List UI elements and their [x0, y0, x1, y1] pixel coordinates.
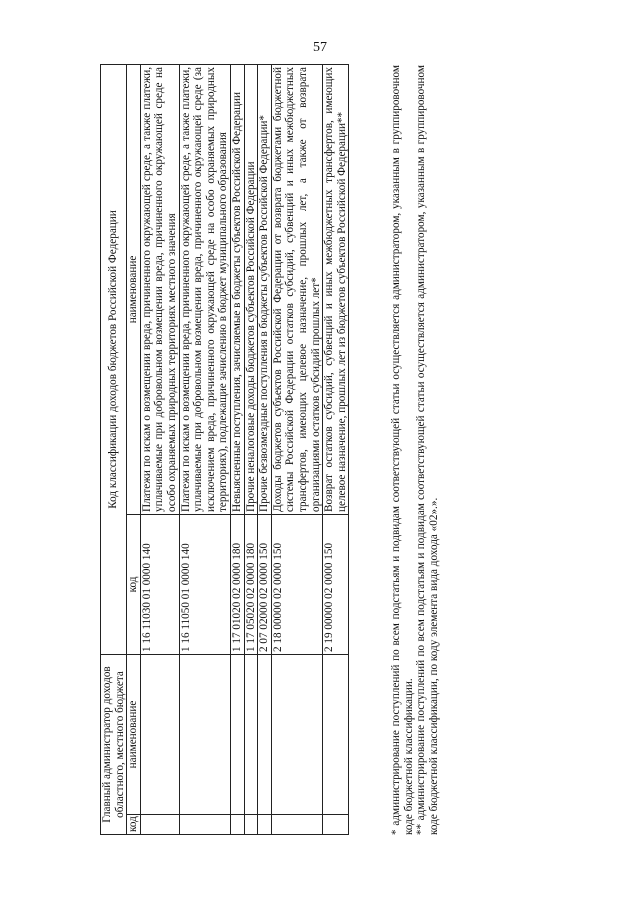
code-cell: 2 07 02000 02 0000 150: [258, 515, 272, 655]
admin-code-cell: [244, 815, 258, 835]
admin-name-cell: [244, 655, 258, 815]
table-header-row: [101, 64, 127, 834]
admin-name-cell: [271, 655, 322, 815]
name-cell: Возврат остатков субсидий, субвенций и иных межбюджетных трансфертов, имеющих целевое назначение, прошлых лет из бюджетов субъектов Российской Федерации**: [323, 64, 349, 514]
admin-name-cell: [258, 655, 272, 815]
code-subheader: код: [127, 515, 141, 655]
name-cell: Прочие неналоговые доходы бюджетов субъектов Российской Федерации: [244, 64, 258, 514]
admin-name-cell: [140, 655, 179, 815]
table-row: [179, 64, 230, 834]
name-subheader: наименование: [127, 64, 141, 514]
footnotes: [390, 65, 440, 835]
footnote: ** администрирование поступлений по всем подстатьям и подвидам соответствующей статьи осуществляется администратором, указанным в группировочном коде бюджетной классификации, по коду элемента вида дохода «02».».: [415, 65, 440, 835]
table-subheader-row: [127, 64, 141, 834]
table-row: [140, 64, 179, 834]
admin-name-cell: [323, 655, 349, 815]
code-cell: 1 17 05020 02 0000 180: [244, 515, 258, 655]
name-cell: Доходы бюджетов субъектов Российской Федерации от возврата бюджетами бюджетной системы Российской Федерации остатков субсидий, субвенций и иных межбюджетных трансфертов, имеющих целевое назначение, прошлых лет, а также от возврата организациями остатков субсидий прошлых лет*: [271, 64, 322, 514]
table-row: [271, 64, 322, 834]
page-number: 57: [313, 40, 327, 55]
admin-name-cell: [230, 655, 244, 815]
admin-name-cell: [179, 655, 230, 815]
admin-code-cell: [179, 815, 230, 835]
name-cell: Платежи по искам о возмещении вреда, причиненного окружающей среде, а также платежи, уплачиваемые при добровольном возмещении вреда, причиненного окружающей среде (за исключением вреда, причиненного окружающей среде на особо охраняемых природных территориях), подлежащие зачислению в бюджет муниципального образования: [179, 64, 230, 514]
code-cell: 2 18 00000 02 0000 150: [271, 515, 322, 655]
admin-code-cell: [271, 815, 322, 835]
table-row: [323, 64, 349, 834]
admin-code-cell: [140, 815, 179, 835]
name-cell: Прочие безвозмездные поступления в бюджеты субъектов Российской Федерации*: [258, 64, 272, 514]
code-cell: 1 16 11050 01 0000 140: [179, 515, 230, 655]
admin-name-subheader: наименование: [127, 655, 141, 815]
admin-code-cell: [323, 815, 349, 835]
name-cell: Платежи по искам о возмещении вреда, причиненного окружающей среде, а также платежи, уплачиваемые при добровольном возмещении вреда, причиненного окружающей среде на особо охраняемых природных территориях местного значения: [140, 64, 179, 514]
revenue-classification-table: [100, 64, 349, 835]
code-cell: 2 19 00000 02 0000 150: [323, 515, 349, 655]
table-row: [258, 64, 272, 834]
table-row: [244, 64, 258, 834]
admin-code-cell: [230, 815, 244, 835]
rotated-content: [100, 65, 445, 835]
code-cell: 1 17 01020 02 0000 180: [230, 515, 244, 655]
admin-code-cell: [258, 815, 272, 835]
table-row: [230, 64, 244, 834]
name-cell: Невыясненные поступления, зачисляемые в бюджеты субъектов Российской Федерации: [230, 64, 244, 514]
classification-header: Код классификации доходов бюджетов Российской Федерации: [101, 64, 127, 654]
code-cell: 1 16 11030 01 0000 140: [140, 515, 179, 655]
admin-header: Главный администратор доходов областного, местного бюджета: [101, 655, 127, 835]
admin-code-subheader: код: [127, 815, 141, 835]
footnote: * администрирование поступлений по всем подстатьям и подвидам соответствующей статьи осуществляется администратором, указанным в группировочном коде бюджетной классификации.: [390, 65, 415, 835]
